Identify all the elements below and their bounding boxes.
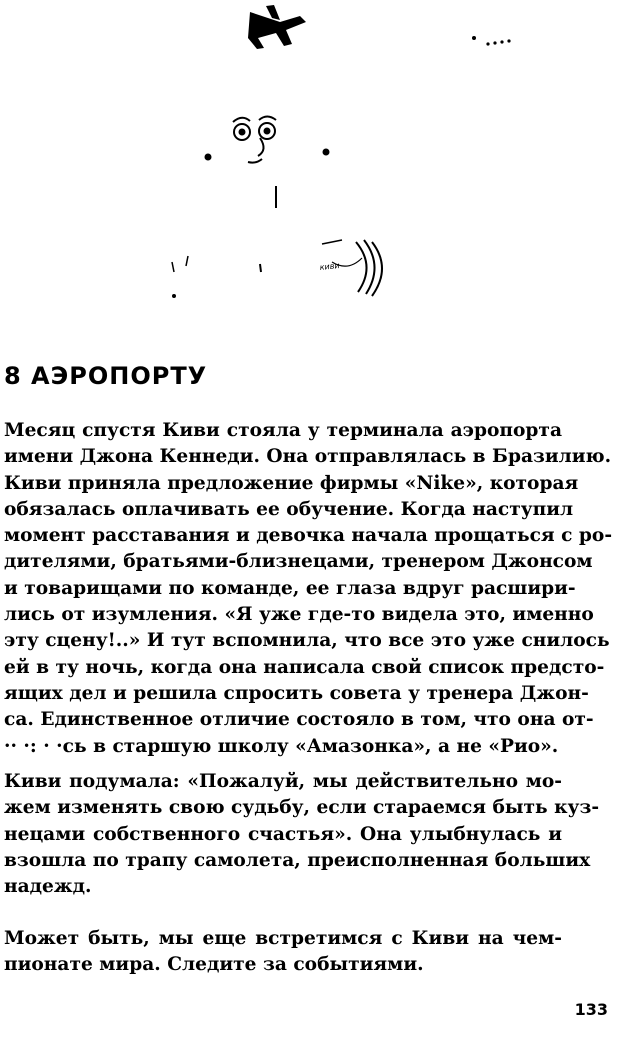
text-line: обязалась оплачивать ее обучение. Когда наступил [4, 498, 574, 520]
illustration-caption: киви [319, 260, 341, 272]
plane-and-figure-illustration [150, 0, 530, 320]
text-line: надежд. [4, 876, 92, 898]
text-line: взошла по трапу самолета, преисполненная больших [4, 849, 591, 871]
text-line: ящих дел и решила спросить совета у тренера Джон- [4, 682, 589, 704]
paragraph-2 [4, 769, 600, 900]
text-line: жем изменять свою судьбу, если стараемся быть куз- [4, 797, 600, 819]
text-line: имени Джона Кеннеди. Она отправлялась в Бразилию. [4, 446, 612, 468]
text-line: дителями, братьями-близнецами, тренером Джонсом [4, 551, 593, 573]
dotted-trail [472, 36, 511, 46]
sketch-marks [172, 149, 342, 298]
text-line: момент расставания и девочка начала прощаться с ро- [4, 525, 613, 547]
page-number: 133 [574, 1000, 608, 1019]
paragraph-3 [4, 926, 562, 979]
text-line: пионате мира. Следите за событиями. [4, 954, 424, 976]
text-line: лись от изумления. «Я уже где-то видела это, именно [4, 604, 594, 626]
text-line: ·· ·: · ·сь в старшую школу «Амазонка», а не «Рио». [4, 735, 559, 757]
paragraph-1 [4, 418, 613, 760]
text-line: Киви подумала: «Пожалуй, мы действительно мо- [4, 771, 562, 792]
text-line: эту сцену!..» И тут вспомнила, что все это уже снилось [4, 630, 610, 652]
text-line: Месяц спустя Киви стояла у терминала аэропорта [4, 420, 562, 441]
text-line: нецами собственного счастья». Она улыбнулась и [4, 823, 562, 845]
airplane-icon [248, 5, 306, 49]
text-line: и товарищами по команде, ее глаза вдруг расшири- [4, 577, 576, 599]
text-line: ей в ту ночь, когда она написала свой список предсто- [4, 656, 605, 678]
text-line: са. Единственное отличие состояло в том, что она от- [4, 709, 594, 731]
text-line: Киви приняла предложение фирмы «Nike», которая [4, 472, 579, 494]
chapter-title: 8 АЭРОПОРТУ [4, 362, 208, 390]
text-line: Может быть, мы еще встретимся с Киви на чем- [4, 928, 562, 949]
face-drawing [233, 117, 276, 163]
